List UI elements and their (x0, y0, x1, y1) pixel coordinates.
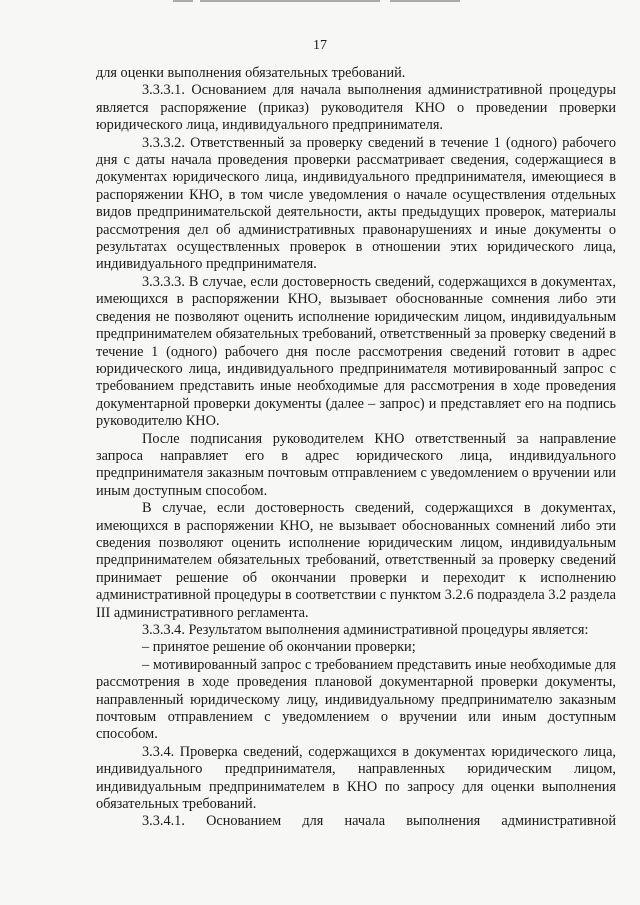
scan-edge-line (200, 0, 380, 2)
list-item-request: – мотивированный запрос с требованием представить иные необходимые для рассмотрения в ходе проведения плановой документарной проверки документы, направленный юридическому лицу, индивидуальному предпринимателю заказным почтовым отправлением с уведомлением о вручении или иным доступным способом. (96, 656, 616, 743)
paragraph-3-3-3-3: 3.3.3.3. В случае, если достоверность сведений, содержащихся в документах, имеющихся в распоряжении КНО, вызывает обоснованные сомнения либо эти сведения не позволяют оценить исполнение юридическим лицом, индивидуальным предпринимателем обязательных требований, ответственный за проверку сведений в течение 1 (одного) рабочего дня после рассмотрения сведений готовит в адрес юридического лица, индивидуального предпринимателя мотивированный запрос с требованием представить иные необходимые для рассмотрения в ходе проведения документарной проверки документы (далее – запрос) и представляет его на подпись руководителю КНО. (96, 273, 616, 430)
paragraph-3-3-3-4: 3.3.3.4. Результатом выполнения административной процедуры является: (142, 622, 589, 638)
page-number: 17 (313, 38, 327, 53)
paragraph-3-3-3-1: 3.3.3.1. Основанием для начала выполнения административной процедуры является распоряжение (приказ) руководителя КНО о проведении проверки юридического лица, индивидуального предпринимателя. (96, 82, 616, 134)
list-item-decision: – принятое решение об окончании проверки; (142, 639, 416, 656)
document-body (96, 65, 616, 831)
paragraph-3-3-3-2: 3.3.3.2. Ответственный за проверку сведений в течение 1 (одного) рабочего дня с даты начала проведения проверки рассматривает сведения, содержащиеся в документах юридического лица, индивидуального предпринимателя, имеющиеся в распоряжении КНО, в том числе уведомления о начале осуществления отдельных видов предпринимательской деятельности, акты предыдущих проверок, материалы рассмотрения дел об административных правонарушениях и иные документы о результатах осуществленных проверок в отношении этих юридического лица, индивидуального предпринимателя. (96, 134, 616, 273)
paragraph-no-doubts: В случае, если достоверность сведений, содержащихся в документах, имеющихся в распоряжении КНО, не вызывает обоснованных сомнений либо эти сведения позволяют оценить исполнение юридическим лицом, индивидуальным предпринимателем обязательных требований, ответственный за проверку сведений принимает решение об окончании проверки и переходит к исполнению административной процедуры в соответствии с пунктом 3.2.6 подраздела 3.2 раздела III административного регламента. (96, 500, 616, 621)
paragraph-3-3-4-1: 3.3.4.1. Основанием для начала выполнения административной (142, 813, 616, 830)
paragraph-3-3-4: 3.3.4. Проверка сведений, содержащихся в документах юридического лица, индивидуального предпринимателя, направленных юридическим лицом, индивидуальным предпринимателем в КНО по запросу для оценки выполнения обязательных требований. (96, 743, 616, 813)
scan-edge-line (390, 0, 460, 2)
paragraph-after-signing: После подписания руководителем КНО ответственный за направление запроса направляет его в адрес юридического лица, индивидуального предпринимателя заказным почтовым отправлением с уведомлением о вручении или иным доступным способом. (96, 430, 616, 499)
paragraph-continuation: для оценки выполнения обязательных требований. (96, 65, 406, 81)
scan-edge-line (173, 0, 193, 2)
